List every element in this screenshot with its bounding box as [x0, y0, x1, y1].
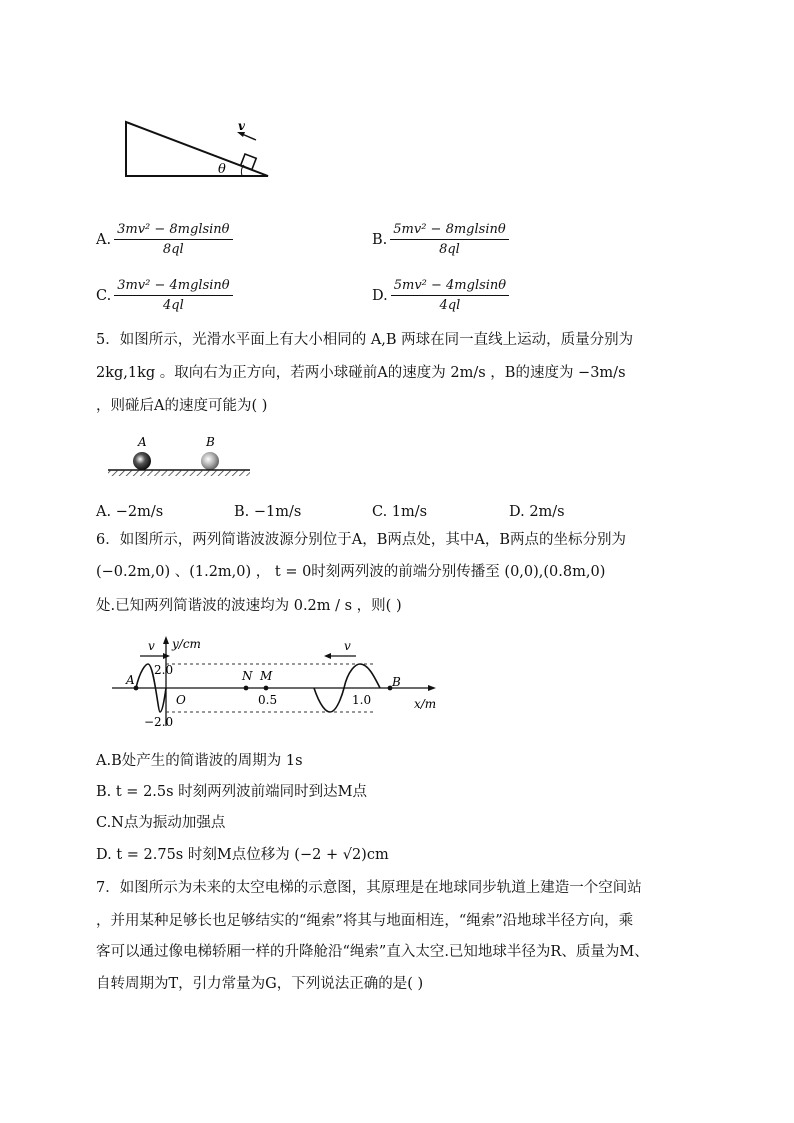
q4-option-d[interactable] [372, 278, 509, 313]
q5-option-d[interactable]: D. 2m/s [509, 504, 565, 520]
v-right-label: v [344, 639, 351, 653]
q7-line-3: 客可以通过像电梯轿厢一样的升降舱沿“绳索”直入太空.已知地球半径为R、质量为M、 [96, 944, 649, 960]
q4-option-b-label: B. [372, 231, 388, 248]
q7-line-4: 自转周期为T，引力常量为G，下列说法正确的是( ) [96, 976, 424, 992]
q4-option-d-label: D. [372, 287, 388, 304]
point-m [264, 686, 269, 691]
q4-option-c[interactable] [96, 278, 233, 313]
v-right-arrowhead [324, 653, 331, 659]
point-n [244, 686, 249, 691]
q4-option-d-fraction [391, 278, 509, 313]
wave-figure [108, 630, 448, 730]
point-m-label: M [260, 669, 273, 683]
q4-option-c-fraction [114, 278, 232, 313]
q4-option-a-fraction [114, 222, 232, 257]
ball-a [133, 452, 151, 470]
q6-option-d[interactable]: D. t = 2.75s 时刻M点位移为 (−2 + √2)cm [96, 847, 389, 863]
v-left-label: v [148, 639, 155, 653]
incline-v-label: v [238, 119, 245, 133]
point-n-label: N [242, 669, 253, 683]
velocity-arrow [242, 134, 256, 140]
q4-option-b-num: 5mv² − 8mglsinθ [390, 222, 508, 240]
q6-line-3: 处.已知两列简谐波的波速均为 0.2m / s ，则( ) [96, 598, 402, 614]
q4-option-c-num: 3mv² − 4mglsinθ [114, 278, 232, 296]
q6-line-2: (−0.2m,0) 、(1.2m,0) ， t = 0时刻两列波的前端分别传播至 (0,0),(0.8m,0) [96, 564, 606, 580]
q4-option-d-den: 4ql [439, 298, 461, 313]
q5-option-c[interactable]: C. 1m/s [372, 504, 428, 520]
q5-option-a[interactable]: A. −2m/s [96, 504, 164, 520]
ground-hatch [108, 470, 250, 476]
q4-option-b-fraction [390, 222, 508, 257]
q6-option-a[interactable]: A.B处产生的简谐波的周期为 1s [96, 753, 303, 769]
y-axis-arrow [163, 636, 169, 644]
q4-option-a-label: A. [96, 231, 112, 248]
q4-option-c-den: 4ql [163, 298, 184, 313]
point-a-label: A [126, 673, 135, 687]
y-pos-label: 2.0 [154, 663, 174, 677]
x-axis-label: x/m [414, 697, 437, 711]
ball-b-label: B [206, 435, 215, 449]
q6-option-b[interactable]: B. t = 2.5s 时刻两列波前端同时到达M点 [96, 784, 368, 800]
q5-line-3: ，则碰后A的速度可能为( ) [96, 398, 268, 414]
ball-a-label: A [138, 435, 147, 449]
q4-option-a-den: 8ql [162, 242, 184, 257]
origin-label: O [176, 693, 186, 707]
incline-figure [118, 112, 278, 184]
balls-figure [104, 434, 254, 480]
q4-option-a[interactable] [96, 222, 233, 257]
q4-option-b-den: 8ql [439, 242, 460, 257]
q4-option-d-num: 5mv² − 4mglsinθ [391, 278, 509, 296]
tick-1.0: 1.0 [352, 693, 372, 707]
incline-theta-label: θ [218, 162, 226, 177]
q5-option-b[interactable]: B. −1m/s [234, 504, 302, 520]
x-axis-arrow [428, 685, 436, 691]
q5-line-1: 5．如图所示，光滑水平面上有大小相同的 A,B 两球在同一直线上运动，质量分别为 [96, 332, 634, 348]
q6-option-c[interactable]: C.N点为振动加强点 [96, 815, 226, 831]
q6-line-1: 6．如图所示，两列简谐波波源分别位于A，B两点处，其中A，B两点的坐标分别为 [96, 532, 626, 548]
point-b-label: B [392, 675, 401, 689]
q7-line-1: 7．如图所示为未来的太空电梯的示意图，其原理是在地球同步轨道上建造一个空间站 [96, 880, 642, 896]
q4-option-b[interactable] [372, 222, 509, 257]
q7-line-2: ，并用某种足够长也足够结实的“绳索”将其与地面相连，“绳索”沿地球半径方向，乘 [96, 913, 634, 929]
y-neg-label: −2.0 [144, 715, 174, 729]
q4-option-c-label: C. [96, 287, 112, 304]
q5-line-2: 2kg,1kg 。取向右为正方向，若两小球碰前A的速度为 2m/s ，B的速度为 −3m/s [96, 365, 626, 381]
tick-0.5: 0.5 [258, 693, 278, 707]
q4-option-a-num: 3mv² − 8mglsinθ [114, 222, 232, 240]
y-axis-label: y/cm [172, 637, 201, 651]
ball-b [201, 452, 219, 470]
